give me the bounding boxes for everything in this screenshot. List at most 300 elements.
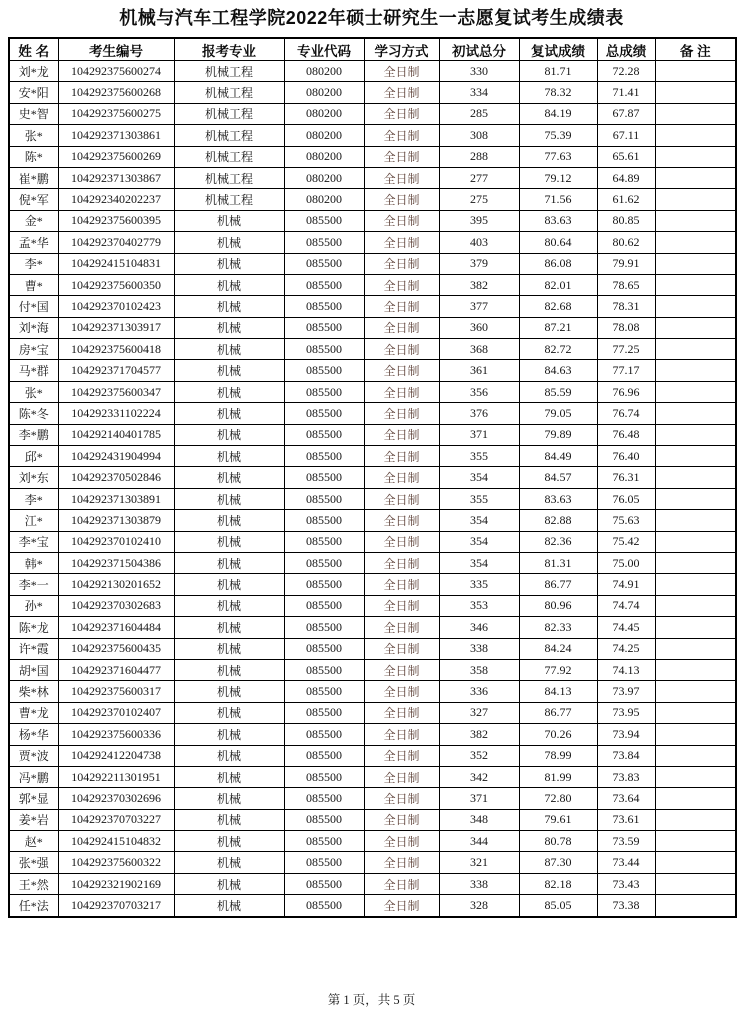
cell-candidate-id: 104292375600274 — [58, 61, 174, 82]
cell-remarks — [655, 424, 736, 445]
cell-total-score: 67.87 — [597, 103, 655, 124]
cell-major-code: 085500 — [284, 253, 364, 274]
cell-candidate-id: 104292375600435 — [58, 638, 174, 659]
cell-name: 曹* — [9, 274, 58, 295]
cell-major-code: 085500 — [284, 360, 364, 381]
cell-study-mode: 全日制 — [364, 446, 439, 467]
cell-initial-score: 344 — [439, 831, 519, 852]
cell-retest-score: 80.96 — [519, 595, 597, 616]
cell-retest-score: 87.30 — [519, 852, 597, 873]
table-row — [9, 702, 736, 723]
column-header-remarks: 备 注 — [655, 38, 736, 61]
cell-major: 机械工程 — [174, 189, 284, 210]
cell-study-mode: 全日制 — [364, 531, 439, 552]
cell-retest-score: 70.26 — [519, 724, 597, 745]
cell-total-score: 73.59 — [597, 831, 655, 852]
cell-candidate-id: 104292375600322 — [58, 852, 174, 873]
cell-name: 韩* — [9, 552, 58, 573]
cell-major-code: 085500 — [284, 702, 364, 723]
cell-name: 邱* — [9, 446, 58, 467]
cell-candidate-id: 104292371303879 — [58, 510, 174, 531]
cell-major: 机械 — [174, 617, 284, 638]
cell-major-code: 085500 — [284, 467, 364, 488]
cell-remarks — [655, 681, 736, 702]
cell-study-mode: 全日制 — [364, 595, 439, 616]
cell-retest-score: 86.08 — [519, 253, 597, 274]
cell-name: 房*宝 — [9, 339, 58, 360]
table-row — [9, 360, 736, 381]
cell-study-mode: 全日制 — [364, 852, 439, 873]
cell-total-score: 73.95 — [597, 702, 655, 723]
cell-candidate-id: 104292371303867 — [58, 167, 174, 188]
cell-remarks — [655, 189, 736, 210]
cell-major-code: 085500 — [284, 638, 364, 659]
cell-initial-score: 356 — [439, 381, 519, 402]
cell-candidate-id: 104292340202237 — [58, 189, 174, 210]
cell-retest-score: 85.59 — [519, 381, 597, 402]
cell-total-score: 73.83 — [597, 766, 655, 787]
cell-major-code: 085500 — [284, 232, 364, 253]
cell-initial-score: 368 — [439, 339, 519, 360]
cell-major: 机械 — [174, 296, 284, 317]
cell-remarks — [655, 638, 736, 659]
cell-name: 马*群 — [9, 360, 58, 381]
cell-retest-score: 84.24 — [519, 638, 597, 659]
cell-total-score: 77.25 — [597, 339, 655, 360]
cell-study-mode: 全日制 — [364, 766, 439, 787]
table-row — [9, 274, 736, 295]
cell-major-code: 080200 — [284, 189, 364, 210]
cell-major: 机械 — [174, 403, 284, 424]
cell-initial-score: 354 — [439, 510, 519, 531]
cell-candidate-id: 104292370102407 — [58, 702, 174, 723]
table-row — [9, 296, 736, 317]
cell-total-score: 79.91 — [597, 253, 655, 274]
cell-study-mode: 全日制 — [364, 809, 439, 830]
cell-total-score: 73.43 — [597, 873, 655, 894]
cell-initial-score: 355 — [439, 446, 519, 467]
cell-total-score: 75.42 — [597, 531, 655, 552]
cell-major-code: 085500 — [284, 681, 364, 702]
cell-remarks — [655, 274, 736, 295]
cell-candidate-id: 104292211301951 — [58, 766, 174, 787]
cell-initial-score: 376 — [439, 403, 519, 424]
cell-major-code: 085500 — [284, 852, 364, 873]
cell-candidate-id: 104292371604477 — [58, 659, 174, 680]
cell-major: 机械 — [174, 852, 284, 873]
cell-retest-score: 80.78 — [519, 831, 597, 852]
cell-major-code: 085500 — [284, 488, 364, 509]
cell-total-score: 76.05 — [597, 488, 655, 509]
cell-major-code: 085500 — [284, 873, 364, 894]
cell-retest-score: 86.77 — [519, 574, 597, 595]
cell-major-code: 080200 — [284, 125, 364, 146]
cell-total-score: 73.94 — [597, 724, 655, 745]
cell-study-mode: 全日制 — [364, 681, 439, 702]
cell-name: 贾*波 — [9, 745, 58, 766]
cell-retest-score: 86.77 — [519, 702, 597, 723]
cell-name: 任*法 — [9, 895, 58, 917]
cell-study-mode: 全日制 — [364, 189, 439, 210]
cell-major: 机械 — [174, 638, 284, 659]
cell-retest-score: 79.89 — [519, 424, 597, 445]
cell-study-mode: 全日制 — [364, 274, 439, 295]
cell-name: 许*霞 — [9, 638, 58, 659]
table-row — [9, 724, 736, 745]
cell-remarks — [655, 510, 736, 531]
cell-major-code: 080200 — [284, 82, 364, 103]
cell-retest-score: 79.12 — [519, 167, 597, 188]
cell-major: 机械 — [174, 574, 284, 595]
column-header-name: 姓 名 — [9, 38, 58, 61]
cell-major-code: 085500 — [284, 446, 364, 467]
cell-major-code: 085500 — [284, 274, 364, 295]
cell-retest-score: 84.13 — [519, 681, 597, 702]
cell-major-code: 080200 — [284, 167, 364, 188]
cell-total-score: 73.38 — [597, 895, 655, 917]
cell-study-mode: 全日制 — [364, 488, 439, 509]
cell-name: 张* — [9, 381, 58, 402]
cell-remarks — [655, 253, 736, 274]
table-row — [9, 82, 736, 103]
cell-total-score: 65.61 — [597, 146, 655, 167]
cell-candidate-id: 104292375600395 — [58, 210, 174, 231]
cell-study-mode: 全日制 — [364, 617, 439, 638]
cell-name: 金* — [9, 210, 58, 231]
cell-name: 崔*鹏 — [9, 167, 58, 188]
cell-retest-score: 87.21 — [519, 317, 597, 338]
cell-major-code: 085500 — [284, 766, 364, 787]
cell-initial-score: 371 — [439, 424, 519, 445]
cell-initial-score: 355 — [439, 488, 519, 509]
cell-study-mode: 全日制 — [364, 339, 439, 360]
cell-initial-score: 328 — [439, 895, 519, 917]
table-header-row — [9, 38, 736, 61]
cell-candidate-id: 104292371303917 — [58, 317, 174, 338]
column-header-study-mode: 学习方式 — [364, 38, 439, 61]
cell-major-code: 085500 — [284, 531, 364, 552]
cell-total-score: 74.25 — [597, 638, 655, 659]
cell-major: 机械 — [174, 788, 284, 809]
cell-total-score: 73.84 — [597, 745, 655, 766]
table-row — [9, 852, 736, 873]
cell-remarks — [655, 552, 736, 573]
cell-total-score: 80.62 — [597, 232, 655, 253]
cell-major: 机械工程 — [174, 82, 284, 103]
cell-study-mode: 全日制 — [364, 360, 439, 381]
cell-initial-score: 354 — [439, 531, 519, 552]
cell-major-code: 085500 — [284, 552, 364, 573]
cell-total-score: 61.62 — [597, 189, 655, 210]
cell-initial-score: 288 — [439, 146, 519, 167]
column-header-retest-score: 复试成绩 — [519, 38, 597, 61]
cell-total-score: 75.63 — [597, 510, 655, 531]
cell-study-mode: 全日制 — [364, 831, 439, 852]
column-header-initial-score: 初试总分 — [439, 38, 519, 61]
cell-major-code: 085500 — [284, 831, 364, 852]
cell-major-code: 085500 — [284, 617, 364, 638]
column-header-total-score: 总成绩 — [597, 38, 655, 61]
table-row — [9, 232, 736, 253]
cell-remarks — [655, 659, 736, 680]
cell-retest-score: 84.63 — [519, 360, 597, 381]
cell-name: 刘*龙 — [9, 61, 58, 82]
cell-remarks — [655, 446, 736, 467]
cell-initial-score: 334 — [439, 82, 519, 103]
cell-study-mode: 全日制 — [364, 788, 439, 809]
table-row — [9, 574, 736, 595]
table-row — [9, 873, 736, 894]
cell-name: 安*阳 — [9, 82, 58, 103]
cell-name: 郭*显 — [9, 788, 58, 809]
table-row — [9, 339, 736, 360]
cell-initial-score: 342 — [439, 766, 519, 787]
cell-major-code: 085500 — [284, 724, 364, 745]
cell-remarks — [655, 531, 736, 552]
cell-candidate-id: 104292375600336 — [58, 724, 174, 745]
cell-remarks — [655, 82, 736, 103]
cell-major-code: 085500 — [284, 296, 364, 317]
table-row — [9, 617, 736, 638]
cell-candidate-id: 104292375600418 — [58, 339, 174, 360]
cell-candidate-id: 104292375600347 — [58, 381, 174, 402]
cell-total-score: 78.65 — [597, 274, 655, 295]
table-row — [9, 681, 736, 702]
cell-total-score: 76.31 — [597, 467, 655, 488]
cell-major: 机械 — [174, 210, 284, 231]
cell-initial-score: 338 — [439, 873, 519, 894]
cell-study-mode: 全日制 — [364, 167, 439, 188]
cell-name: 冯*鹏 — [9, 766, 58, 787]
cell-major-code: 085500 — [284, 210, 364, 231]
cell-initial-score: 336 — [439, 681, 519, 702]
cell-total-score: 74.91 — [597, 574, 655, 595]
cell-major: 机械 — [174, 873, 284, 894]
cell-initial-score: 346 — [439, 617, 519, 638]
cell-study-mode: 全日制 — [364, 103, 439, 124]
cell-remarks — [655, 852, 736, 873]
cell-candidate-id: 104292370302683 — [58, 595, 174, 616]
cell-retest-score: 78.32 — [519, 82, 597, 103]
cell-total-score: 64.89 — [597, 167, 655, 188]
cell-total-score: 78.08 — [597, 317, 655, 338]
cell-initial-score: 308 — [439, 125, 519, 146]
cell-name: 刘*海 — [9, 317, 58, 338]
cell-remarks — [655, 873, 736, 894]
cell-major: 机械 — [174, 552, 284, 573]
cell-major: 机械工程 — [174, 125, 284, 146]
cell-initial-score: 354 — [439, 552, 519, 573]
cell-major: 机械 — [174, 381, 284, 402]
cell-name: 李* — [9, 253, 58, 274]
cell-name: 陈*冬 — [9, 403, 58, 424]
cell-candidate-id: 104292370302696 — [58, 788, 174, 809]
cell-retest-score: 81.31 — [519, 552, 597, 573]
cell-retest-score: 84.57 — [519, 467, 597, 488]
cell-initial-score: 275 — [439, 189, 519, 210]
table-row — [9, 809, 736, 830]
table-row — [9, 766, 736, 787]
cell-total-score: 76.96 — [597, 381, 655, 402]
cell-retest-score: 85.05 — [519, 895, 597, 917]
table-row — [9, 317, 736, 338]
cell-total-score: 74.74 — [597, 595, 655, 616]
cell-study-mode: 全日制 — [364, 232, 439, 253]
cell-name: 陈* — [9, 146, 58, 167]
cell-initial-score: 360 — [439, 317, 519, 338]
cell-major: 机械 — [174, 595, 284, 616]
cell-major-code: 085500 — [284, 403, 364, 424]
cell-remarks — [655, 339, 736, 360]
cell-name: 姜*岩 — [9, 809, 58, 830]
cell-candidate-id: 104292375600269 — [58, 146, 174, 167]
cell-study-mode: 全日制 — [364, 467, 439, 488]
cell-retest-score: 77.63 — [519, 146, 597, 167]
cell-major-code: 085500 — [284, 510, 364, 531]
cell-remarks — [655, 403, 736, 424]
cell-major: 机械 — [174, 531, 284, 552]
cell-major: 机械工程 — [174, 103, 284, 124]
table-row — [9, 895, 736, 917]
cell-study-mode: 全日制 — [364, 296, 439, 317]
cell-major: 机械 — [174, 681, 284, 702]
cell-candidate-id: 104292370102410 — [58, 531, 174, 552]
cell-remarks — [655, 232, 736, 253]
cell-total-score: 76.48 — [597, 424, 655, 445]
cell-total-score: 73.44 — [597, 852, 655, 873]
cell-retest-score: 77.92 — [519, 659, 597, 680]
cell-initial-score: 335 — [439, 574, 519, 595]
cell-remarks — [655, 574, 736, 595]
cell-total-score: 74.45 — [597, 617, 655, 638]
cell-study-mode: 全日制 — [364, 574, 439, 595]
cell-major: 机械 — [174, 831, 284, 852]
cell-remarks — [655, 61, 736, 82]
cell-study-mode: 全日制 — [364, 702, 439, 723]
cell-major: 机械 — [174, 232, 284, 253]
cell-candidate-id: 104292370102423 — [58, 296, 174, 317]
cell-retest-score: 82.68 — [519, 296, 597, 317]
cell-major-code: 080200 — [284, 103, 364, 124]
cell-remarks — [655, 595, 736, 616]
table-row — [9, 125, 736, 146]
table-row — [9, 638, 736, 659]
cell-major: 机械 — [174, 488, 284, 509]
cell-remarks — [655, 788, 736, 809]
table-row — [9, 381, 736, 402]
cell-retest-score: 82.18 — [519, 873, 597, 894]
cell-study-mode: 全日制 — [364, 638, 439, 659]
cell-total-score: 76.74 — [597, 403, 655, 424]
cell-retest-score: 72.80 — [519, 788, 597, 809]
cell-major-code: 085500 — [284, 659, 364, 680]
cell-initial-score: 327 — [439, 702, 519, 723]
cell-major: 机械 — [174, 424, 284, 445]
cell-candidate-id: 104292370703227 — [58, 809, 174, 830]
cell-total-score: 73.61 — [597, 809, 655, 830]
cell-retest-score: 84.19 — [519, 103, 597, 124]
cell-major: 机械 — [174, 745, 284, 766]
cell-study-mode: 全日制 — [364, 424, 439, 445]
cell-major-code: 085500 — [284, 317, 364, 338]
cell-name: 李*鹏 — [9, 424, 58, 445]
cell-remarks — [655, 488, 736, 509]
cell-retest-score: 82.01 — [519, 274, 597, 295]
cell-name: 史*智 — [9, 103, 58, 124]
cell-initial-score: 330 — [439, 61, 519, 82]
cell-major-code: 085500 — [284, 424, 364, 445]
cell-remarks — [655, 745, 736, 766]
cell-study-mode: 全日制 — [364, 381, 439, 402]
cell-name: 付*国 — [9, 296, 58, 317]
cell-study-mode: 全日制 — [364, 552, 439, 573]
cell-total-score: 73.64 — [597, 788, 655, 809]
cell-retest-score: 82.36 — [519, 531, 597, 552]
cell-initial-score: 377 — [439, 296, 519, 317]
table-row — [9, 788, 736, 809]
cell-name: 杨*华 — [9, 724, 58, 745]
cell-name: 曹*龙 — [9, 702, 58, 723]
table-row — [9, 446, 736, 467]
cell-retest-score: 82.72 — [519, 339, 597, 360]
cell-total-score: 78.31 — [597, 296, 655, 317]
cell-total-score: 73.97 — [597, 681, 655, 702]
cell-remarks — [655, 146, 736, 167]
table-row — [9, 424, 736, 445]
cell-major-code: 085500 — [284, 574, 364, 595]
table-row — [9, 103, 736, 124]
cell-retest-score: 83.63 — [519, 210, 597, 231]
cell-initial-score: 382 — [439, 274, 519, 295]
cell-study-mode: 全日制 — [364, 82, 439, 103]
cell-study-mode: 全日制 — [364, 895, 439, 917]
cell-remarks — [655, 167, 736, 188]
table-row — [9, 831, 736, 852]
table-row — [9, 531, 736, 552]
cell-remarks — [655, 317, 736, 338]
cell-initial-score: 348 — [439, 809, 519, 830]
cell-candidate-id: 104292140401785 — [58, 424, 174, 445]
cell-initial-score: 354 — [439, 467, 519, 488]
cell-retest-score: 71.56 — [519, 189, 597, 210]
cell-total-score: 75.00 — [597, 552, 655, 573]
cell-major-code: 080200 — [284, 61, 364, 82]
cell-remarks — [655, 296, 736, 317]
cell-initial-score: 285 — [439, 103, 519, 124]
column-header-candidate-id: 考生编号 — [58, 38, 174, 61]
cell-major: 机械 — [174, 467, 284, 488]
cell-candidate-id: 104292130201652 — [58, 574, 174, 595]
cell-name: 刘*东 — [9, 467, 58, 488]
cell-remarks — [655, 724, 736, 745]
cell-major: 机械 — [174, 339, 284, 360]
cell-name: 李* — [9, 488, 58, 509]
cell-major-code: 085500 — [284, 339, 364, 360]
cell-initial-score: 321 — [439, 852, 519, 873]
cell-name: 张*强 — [9, 852, 58, 873]
cell-candidate-id: 104292371704577 — [58, 360, 174, 381]
cell-name: 江* — [9, 510, 58, 531]
cell-major-code: 085500 — [284, 895, 364, 917]
cell-name: 孙* — [9, 595, 58, 616]
cell-candidate-id: 104292415104832 — [58, 831, 174, 852]
cell-retest-score: 79.61 — [519, 809, 597, 830]
cell-candidate-id: 104292371303861 — [58, 125, 174, 146]
cell-initial-score: 353 — [439, 595, 519, 616]
cell-total-score: 72.28 — [597, 61, 655, 82]
cell-candidate-id: 104292375600275 — [58, 103, 174, 124]
cell-study-mode: 全日制 — [364, 61, 439, 82]
